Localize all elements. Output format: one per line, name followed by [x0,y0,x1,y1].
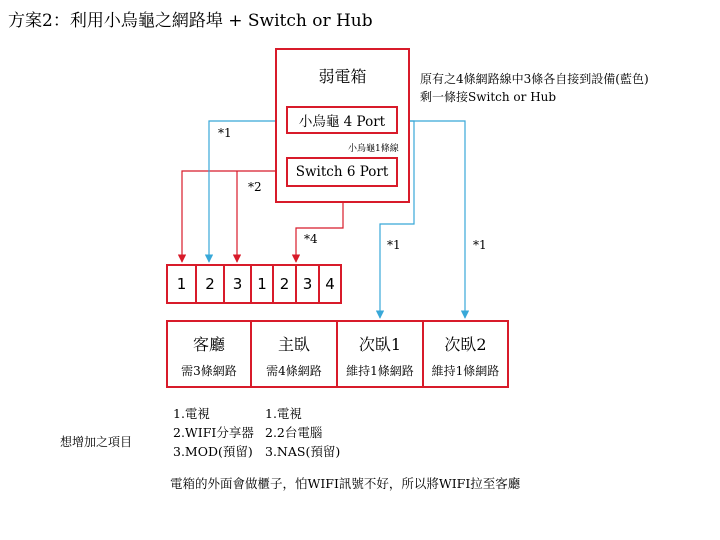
list-item: 2.WIFI分享器 [173,425,254,440]
room-master [250,320,338,388]
note-line-2: 剩一條接Switch or Hub [420,90,557,104]
wire-switch-to-port-1 [182,171,286,262]
marker-2: *2 [248,180,262,194]
want-label: 想增加之項目 [60,435,133,449]
list-item: 1.電視 [265,406,302,421]
room-desc: 需4條網路 [266,364,322,378]
marker-1-mid: *1 [387,238,401,252]
list-item: 3.NAS(預留) [265,444,341,459]
port-master-1: 1 [257,275,267,293]
room-name: 次臥2 [444,335,487,354]
list-living [173,404,254,461]
cabinet-label: 弱電箱 [318,67,367,86]
port-living-3: 3 [232,275,243,293]
port-living-2: 2 [205,275,215,293]
port-master-2: 2 [279,275,290,293]
room-bedroom-2 [422,320,509,388]
footer-note: 電箱的外面會做櫃子，怕WIFI訊號不好，所以將WIFI拉至客廳 [170,476,521,491]
room-living [166,320,252,388]
list-item: 2.2台電腦 [265,425,323,440]
list-master [265,404,340,461]
marker-4: *4 [304,232,318,246]
room-desc: 維持1條網路 [346,364,414,378]
port-living-1: 1 [176,275,187,293]
router-label: 小烏龜 4 Port [298,114,386,130]
switch-box [286,157,398,187]
room-bedroom-1 [336,320,424,388]
switch-label: Switch 6 Port [295,164,389,180]
room-name: 主臥 [277,335,310,354]
port-master-3: 3 [302,275,313,293]
list-item: 3.MOD(預留) [173,444,253,459]
marker-1-right: *1 [473,238,487,252]
port-master-4: 4 [325,275,335,293]
room-desc: 需3條網路 [181,364,237,378]
room-desc: 維持1條網路 [431,364,500,378]
router-box [286,106,398,134]
page-title: 方案2：利用小烏龜之網路埠 + Switch or Hub [8,11,373,31]
room-name: 客廳 [192,335,225,354]
router-link-note: 小烏龜1條線 [348,144,399,154]
room-name: 次臥1 [358,335,402,354]
list-item: 1.電視 [173,406,210,421]
marker-1-left: *1 [218,126,232,140]
note-line-1: 原有之4條網路線中3條各自接到設備(藍色) [420,72,649,86]
